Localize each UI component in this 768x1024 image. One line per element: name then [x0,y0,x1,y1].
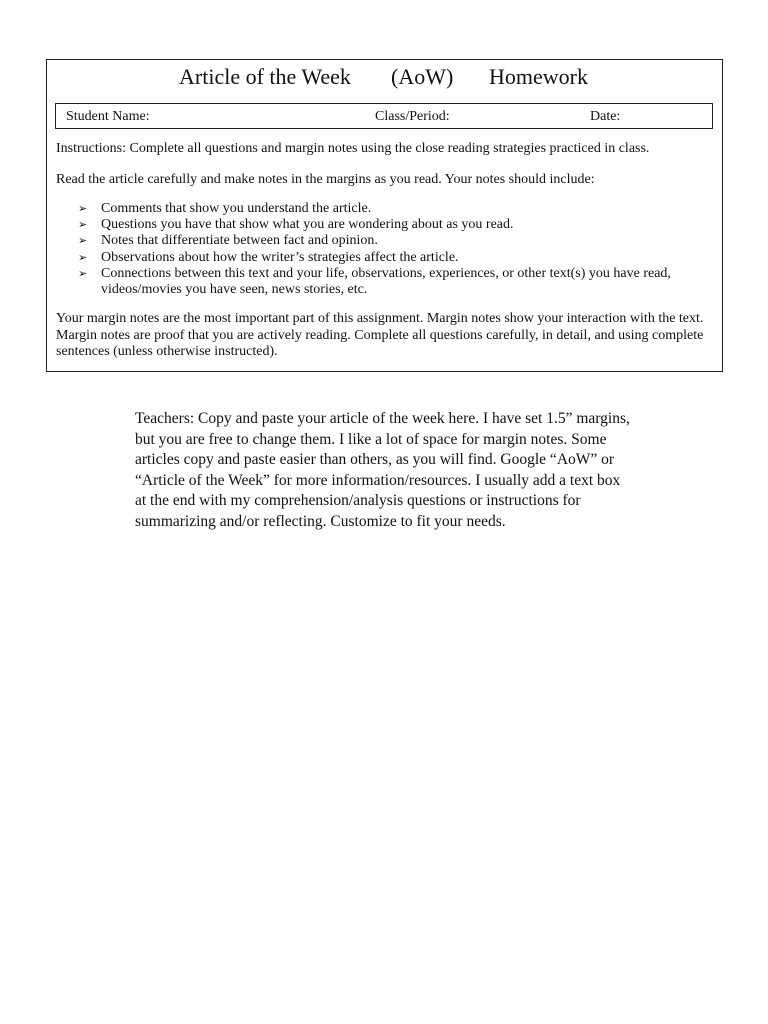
list-item [78,217,708,233]
title-aow: (AoW) [391,64,454,89]
title-article-of-the-week: Article of the Week [179,64,351,89]
margin-notes-list [78,201,708,298]
arrow-bullet-icon: ➢ [78,250,88,264]
list-item [78,201,708,217]
title-homework: Homework [489,64,588,89]
list-item-text: Notes that differentiate between fact and opinion. [101,233,378,249]
document-title [47,64,722,94]
instructions-text: Instructions: Complete all questions and margin notes using the close reading strategies practiced in class. [56,141,650,156]
class-period-label: Class/Period: [375,109,450,124]
arrow-bullet-icon: ➢ [78,202,88,215]
read-carefully-text: Read the article carefully and make notes in the margins as you read. Your notes should include: [56,172,595,187]
teacher-note-paragraph: Teachers: Copy and paste your article of the week here. I have set 1.5” margins, but you are free to change them. I like a lot of space for margin notes. Some articles copy and paste easier than others, as you will find. Google “AoW” or “Article of the Week” for more information/resources. I usually add a text box at the end with my comprehension/analysis questions or instructions for summarizing and/or reflecting. Customize to fit your needs. [135,410,630,530]
list-item-text: Observations about how the writer’s strategies affect the article. [101,249,459,265]
list-item [78,250,708,266]
arrow-bullet-icon: ➢ [78,234,88,248]
list-item-text: Comments that show you understand the article. [101,201,372,216]
arrow-bullet-icon: ➢ [78,266,88,280]
student-info-box [55,103,713,129]
date-label: Date: [590,109,621,124]
list-item-text: Questions you have that show what you are wondering about as you read. [101,217,514,233]
student-name-label: Student Name: [66,109,150,124]
list-item [78,266,708,298]
arrow-bullet-icon: ➢ [78,218,88,232]
list-item-text: Connections between this text and your life, observations, experiences, or other text(s) you have read, videos/movies you have seen, news stories, etc. [101,265,671,298]
list-item [78,233,708,249]
homework-header-box [46,59,723,372]
margin-notes-importance-text: Your margin notes are the most important part of this assignment. Margin notes show your interaction with the text. Margin notes are proof that you are actively reading. Complete all questions carefully, in detail, and using complete sentences (unless otherwise instructed). [56,311,704,359]
